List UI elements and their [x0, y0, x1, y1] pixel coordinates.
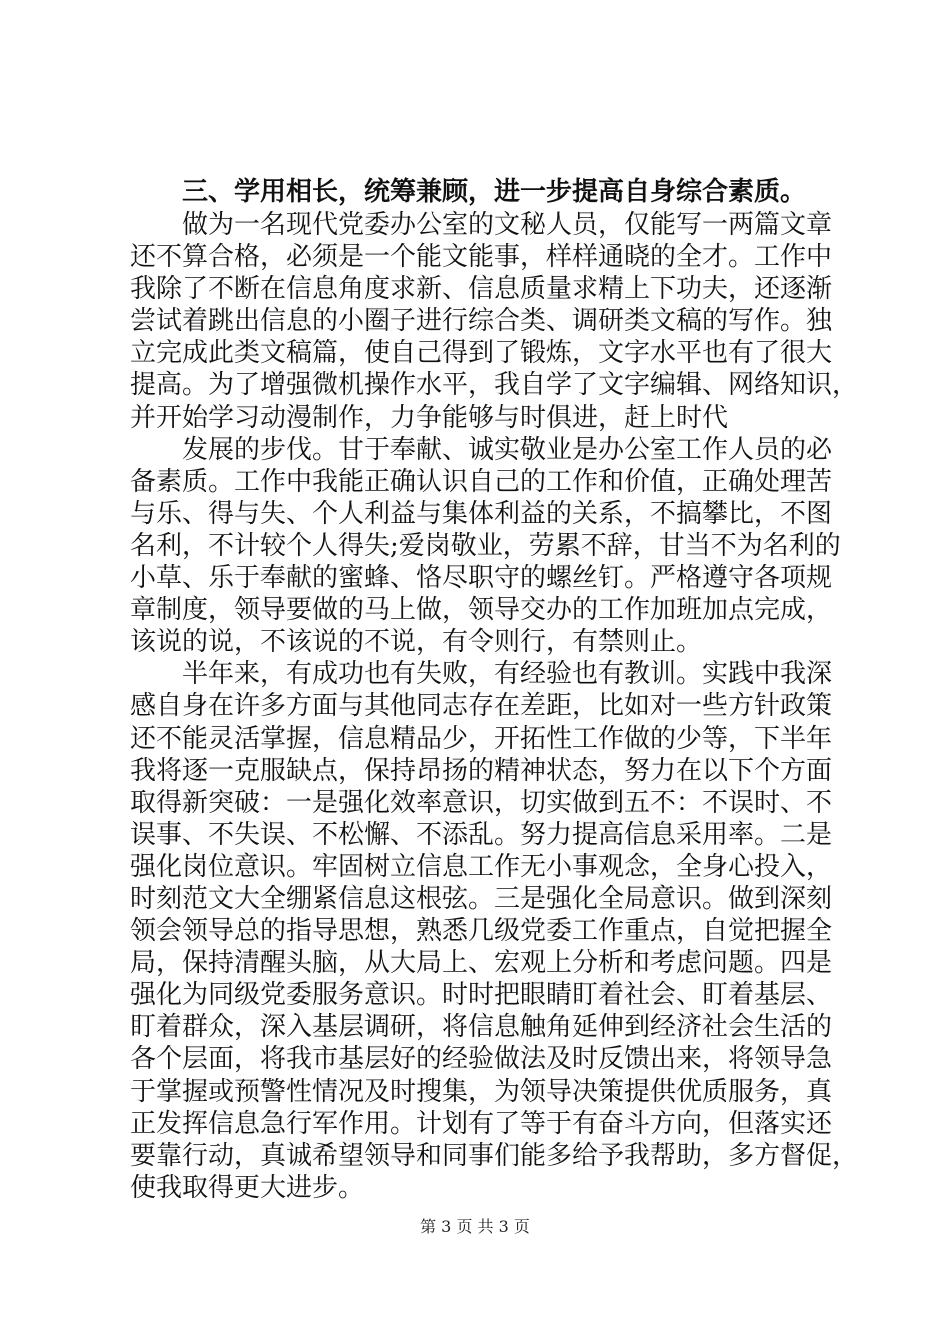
- text-line: 提高。为了增强微机操作水平，我自学了文字编辑、网络知识，: [130, 370, 859, 401]
- text-line: 误事、不失误、不松懈、不添乱。努力提高信息采用率。二是: [130, 819, 833, 850]
- text-line: 并开始学习动漫制作，力争能够与时俱进，赶上时代: [130, 402, 729, 433]
- text-line: 强化为同级党委服务意识。时时把眼睛盯着社会、盯着基层、: [130, 980, 833, 1011]
- text-line: 半年来，有成功也有失败，有经验也有教训。实践中我深: [182, 659, 833, 690]
- text-line: 名利，不计较个人得失;爱岗敬业，劳累不辞，甘当不为名利的: [130, 530, 841, 561]
- text-line: 强化岗位意识。牢固树立信息工作无小事观念，全身心投入，: [130, 851, 833, 882]
- text-line: 与乐、得与失、个人利益与集体利益的关系，不搞攀比，不图: [130, 498, 833, 529]
- text-line: 盯着群众，深入基层调研，将信息触角延伸到经济社会生活的: [130, 1012, 833, 1043]
- text-line: 立完成此类文稿篇，使自己得到了锻炼，文字水平也有了很大: [130, 338, 833, 369]
- text-line: 我除了不断在信息角度求新、信息质量求精上下功夫，还逐渐: [130, 274, 833, 305]
- text-line: 尝试着跳出信息的小圈子进行综合类、调研类文稿的写作。独: [130, 306, 833, 337]
- page-footer: 第 3 页 共 3 页: [420, 1217, 530, 1236]
- text-line: 要靠行动，真诚希望领导和同事们能多给予我帮助，多方督促，: [130, 1140, 859, 1171]
- text-line: 该说的说，不该说的不说，有令则行，有禁则止。: [130, 627, 703, 658]
- text-line: 做为一名现代党委办公室的文秘人员，仅能写一两篇文章: [182, 210, 833, 240]
- text-line: 使我取得更大进步。: [130, 1172, 365, 1203]
- text-line: 时刻范文大全绷紧信息这根弦。三是强化全局意识。做到深刻: [130, 883, 833, 914]
- text-line: 发展的步伐。甘于奉献、诚实敬业是办公室工作人员的必: [182, 434, 833, 465]
- text-line: 还不算合格，必须是一个能文能事，样样通晓的全才。工作中: [130, 242, 833, 273]
- text-line: 正发挥信息急行军作用。计划有了等于有奋斗方向，但落实还: [130, 1108, 833, 1139]
- paragraph-lines: [130, 209, 859, 1204]
- text-line: 感自身在许多方面与其他同志存在差距，比如对一些方针政策: [130, 691, 833, 722]
- text-line: 章制度，领导要做的马上做，领导交办的工作加班加点完成，: [130, 595, 833, 626]
- document-body: [130, 176, 859, 1204]
- text-line: 小草、乐于奉献的蜜蜂、恪尽职守的螺丝钉。严格遵守各项规: [130, 563, 833, 594]
- section-heading: 三、学用相长，统筹兼顾，进一步提高自身综合素质。: [182, 177, 807, 207]
- text-line: 取得新突破：一是强化效率意识，切实做到五不：不误时、不: [130, 787, 833, 818]
- text-line: 还不能灵活掌握，信息精品少，开拓性工作做的少等，下半年: [130, 723, 833, 754]
- text-line: 于掌握或预警性情况及时搜集，为领导决策提供优质服务，真: [130, 1076, 833, 1107]
- text-line: 领会领导总的指导思想，熟悉几级党委工作重点，自觉把握全: [130, 916, 833, 947]
- text-line: 备素质。工作中我能正确认识自己的工作和价值，正确处理苦: [130, 466, 833, 497]
- text-line: 我将逐一克服缺点，保持昂扬的精神状态，努力在以下个方面: [130, 755, 833, 786]
- text-line: 各个层面，将我市基层好的经验做法及时反馈出来，将领导急: [130, 1044, 833, 1075]
- text-line: 局，保持清醒头脑，从大局上、宏观上分析和考虑问题。四是: [130, 948, 833, 979]
